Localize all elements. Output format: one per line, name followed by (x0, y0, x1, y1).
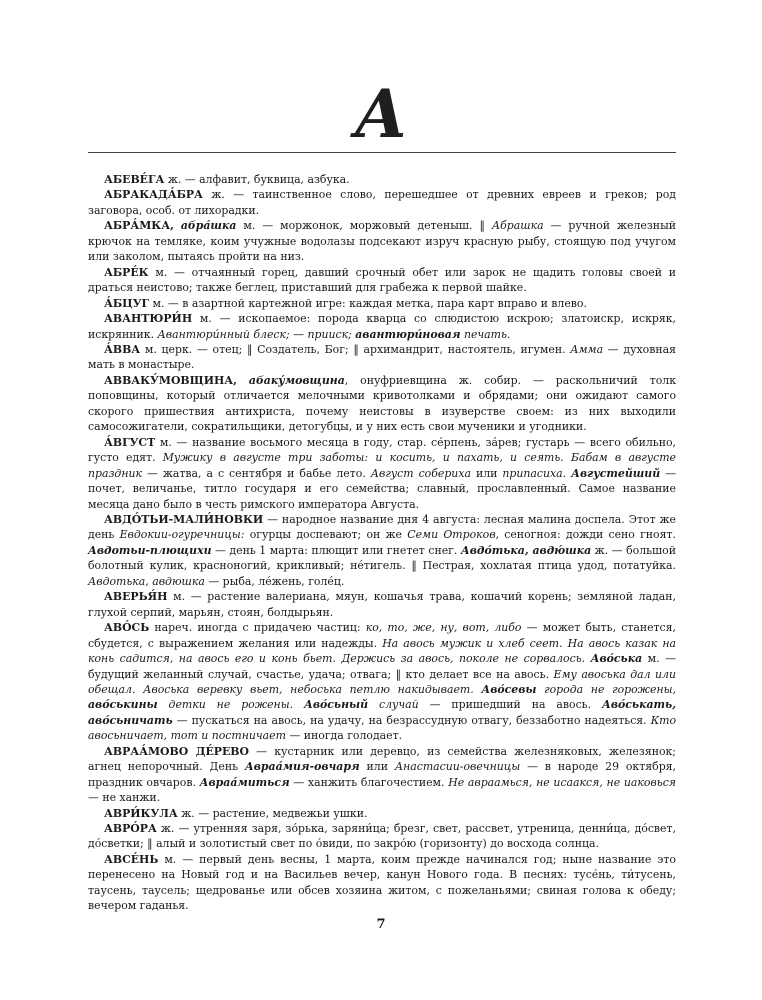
entry-text: или (359, 760, 395, 774)
entry-text: огурцы доспевают; он же (244, 528, 408, 542)
entry-headword: А́ВГУСТ (104, 435, 156, 449)
entry-text (174, 219, 181, 232)
entry-text: м. — будущий желанный случай, счастье, удача; отвага; ‖ кто делает все на авось. (88, 652, 676, 681)
dictionary-entry (88, 512, 676, 589)
entry-text: — ханжить благочестием. (289, 775, 449, 789)
entry-text: м. — ископаемое: порода кварца со слюдистою искрою; златоискр, искряк, искрянник. (88, 312, 676, 341)
entry-text: — кустарник или деревцо, из семейства железняковых, железянок; агнец непорочный. День (88, 744, 676, 774)
entry-text: Евдокии-огуречницы: (119, 528, 245, 542)
entry-text: Авдотьи-плющихи (88, 543, 212, 557)
entry-text: ко, то, же, ну, вот, либо (365, 621, 522, 635)
entry-text: Амма (570, 342, 604, 356)
entry-text: — жатва, а с сентября и бабье лето. (142, 466, 371, 480)
dictionary-entry (88, 296, 676, 311)
entry-text: — день 1 марта: плющит или гнетет снег. (211, 543, 461, 557)
dictionary-entry (88, 172, 676, 187)
entry-text: Авраа́миться (199, 775, 290, 789)
entry-headword: АВСЕ́НЬ (104, 852, 159, 866)
entry-text (293, 698, 304, 711)
entry-text: ж. — алфавит, буквица, азбука. (164, 173, 350, 186)
entry-text: нареч. иногда с придачею частиц: (149, 621, 366, 635)
entry-text: случай (379, 698, 419, 712)
entry-text: , онуфриевщина ж. собир. — раскольничий толк поповщины, который отличается мелочными кривотолками и обрядами; они ожидают самого скорого пришествия антихриста, почему неистовы в изуверстве своем: из них выходили самосожигатели, сократильщики, детогубцы, и у них есть свои мученики и угодники. (88, 373, 677, 434)
entry-text: Ему авоська дал или обещал. Авоська веревку вьет, небоська петлю накидывает. (88, 667, 677, 696)
dictionary-entry (88, 373, 676, 435)
entry-text: Аво́сьный (304, 698, 369, 712)
entry-text: — не ханжи. (88, 791, 161, 805)
entry-text: м. — название восьмого месяца в году, стар. се́рпень, за́рев; густарь — всего обильно, густо едят. (88, 435, 676, 465)
entry-text: Августейший (571, 466, 661, 480)
entry-text: Авраа́мия-овчаря (244, 760, 360, 774)
entry-text: абаку́мовщина (248, 373, 345, 387)
entry-text (368, 698, 379, 711)
dictionary-entry (88, 342, 676, 373)
entry-text: ж. — растение, медвежьи ушки. (177, 806, 368, 820)
dictionary-entry (88, 744, 676, 806)
entry-text: м. церк. — отец; ‖ Создатель, Бог; ‖ архимандрит, настоятель, игумен. (140, 342, 571, 356)
entry-text: Аво́ськать, аво́сьничать (88, 698, 677, 727)
entry-headword: АВРО́РА (104, 822, 157, 836)
entry-text: — народное название дня 4 августа: лесная малина доспела. Этот же день (88, 512, 676, 542)
entry-text (536, 683, 544, 696)
entry-text: — пускаться на авось, на удачу, на безрассудную отвагу, беззаботно надеяться. (172, 713, 651, 727)
entry-text: города не горожены, (544, 682, 676, 696)
entry-text: припасиха. (502, 466, 567, 480)
entry-text: — рыба, ле́жень, голе́ц. (204, 574, 345, 588)
entry-headword: АВЕРЬЯ́Н (104, 590, 168, 604)
entry-text: Авантюри́нный блеск; — прииск; (157, 327, 352, 341)
entry-text: сеногноя: дожди сено гноят. (499, 528, 676, 542)
entry-text: Не авраамься, не исаакся, не иаковься (448, 775, 677, 789)
entry-text: — почет, величанье, титло государя и его семейства; славный, прославленный. Самое название месяца дано было в честь римского императора Августа. (88, 466, 677, 511)
entry-text: авантюри́новая (355, 327, 461, 341)
dictionary-entry (88, 187, 676, 218)
entry-headword: АВВАКУ́МОВЩИНА, (104, 373, 237, 387)
entry-headword: АВРАА́МОВО ДЕ́РЕВО (104, 744, 249, 758)
entry-text: На авось мужик и хлеб сеет. На авось казак на конь садится, на авось его и конь бьет. Держись за авось, поколе не сорвалось. (88, 636, 676, 666)
entry-headword: АБЕВЕ́ГА (104, 173, 165, 186)
entry-text: — в народе 29 октября, праздник овчаров. (88, 760, 676, 789)
dictionary-entry (88, 311, 676, 342)
entry-text: абра́шка (180, 219, 237, 233)
entry-text (158, 698, 169, 711)
entry-headword: А́ВВА (104, 342, 141, 356)
dictionary-entry (88, 218, 676, 264)
entry-text: детки не рожены. (168, 698, 294, 712)
entry-text: Аво́севы (481, 682, 537, 696)
entry-text (237, 374, 249, 387)
entry-text: — духовная мать в монастыре. (88, 342, 676, 372)
entry-headword: АВАНТЮРИ́Н (104, 312, 193, 326)
dictionary-entry (88, 589, 676, 620)
entry-headword: АВРИ́КУЛА (104, 806, 178, 820)
entry-headword: АБРА́МКА, (104, 219, 174, 233)
entry-text: м. — растение валериана, мяун, кошачья трава, кошачий корень; земляной ладан, глухой серпий, марьян, стоян, болдырьян. (88, 590, 676, 619)
entry-text: Анастасии-овечницы (394, 760, 521, 774)
entry-text: м. — отчаянный горец, давший срочный обет или зарок не щадить головы своей и драться неистово; также беглец, приставший для грабежа к первой шайке. (88, 265, 676, 295)
entry-text: — иногда голодает. (285, 729, 403, 743)
entry-text: или (470, 466, 503, 480)
entry-text: — ручной железный крючок на темляке, коим учужные водолазы подсекают изруч красную рыбу, стоящую под учугом или заколом, пытаясь пройти на низ. (88, 219, 676, 264)
entry-headword: АБРАКАДА́БРА (104, 188, 203, 202)
entry-text: аво́ськины (88, 698, 158, 712)
entry-text: м. — в азартной картежной игре: каждая метка, пара карт вправо и влево. (149, 296, 587, 310)
entry-text: печать. (463, 327, 511, 341)
entry-text: Авдотька, авдюшка (88, 574, 205, 588)
entry-headword: АВДО́ТЬИ-МАЛИ́НОВКИ (104, 512, 264, 526)
entry-headword: АБРЕ́К (104, 265, 149, 279)
dictionary-entry (88, 620, 676, 744)
dictionary-entry (88, 852, 676, 914)
entry-text: Аво́ська (590, 652, 643, 666)
entry-headword: АВО́СЬ (104, 621, 150, 635)
heading-rule (88, 152, 676, 153)
entry-text: ж. — таинственное слово, перешедшее от древних евреев и греков; род заговора, особ. от лихорадки. (88, 188, 676, 217)
dictionary-entry (88, 265, 676, 296)
entry-text: ж. — большой болотный кулик, красноногий, крикливый; не́тигель. ‖ Пестрая, хохлатая птица удод, потатуйка. (88, 543, 676, 573)
entry-text: Кто авосьничает, тот и постничает (88, 713, 676, 743)
entry-text: м. — первый день весны, 1 марта, коим прежде начинался год; ныне название это перенесено на Новый год и на Васильев вечер, канун Нового года. В песнях: тусе́нь, ти́тусень, таусень, таусель; щедрованье или обсев хозяина житом, с пожеланьями; свиная голова к обеду; вечером гаданья. (88, 852, 676, 913)
section-letter-heading: А (354, 75, 408, 153)
entry-text: Авдо́тька, авдю́шка (460, 543, 592, 557)
entry-text: Абрашка (491, 219, 544, 233)
dictionary-entry (88, 821, 676, 852)
entry-headword: А́БЦУГ (104, 296, 150, 310)
entry-text: ж. — утренняя заря, зо́рька, заряни́ца; брезг, свет, рассвет, утреница, денни́ца, до́свет, до́светки; ‖ алый и золотистый свет по о́види, по закро́ю (горизонту) до восхода солнца. (88, 822, 676, 851)
dictionary-entry (88, 806, 676, 821)
dictionary-entry (88, 435, 676, 512)
entry-text: Август собериха (370, 466, 471, 480)
entry-text: м. — моржонок, моржовый детеныш. ‖ (236, 219, 492, 233)
entry-text: Мужику в августе три заботы: и косить, и пахать, и сеять. Бабам в августе праздник (88, 451, 676, 480)
entries-column (88, 172, 676, 914)
entry-text: Семи Отроков, (407, 528, 499, 542)
page-number: 7 (376, 917, 386, 932)
entry-text: — может быть, станется, сбудется, с выражением желания или надежды. (88, 621, 676, 650)
entry-text: — пришедший на авось. (418, 698, 602, 712)
